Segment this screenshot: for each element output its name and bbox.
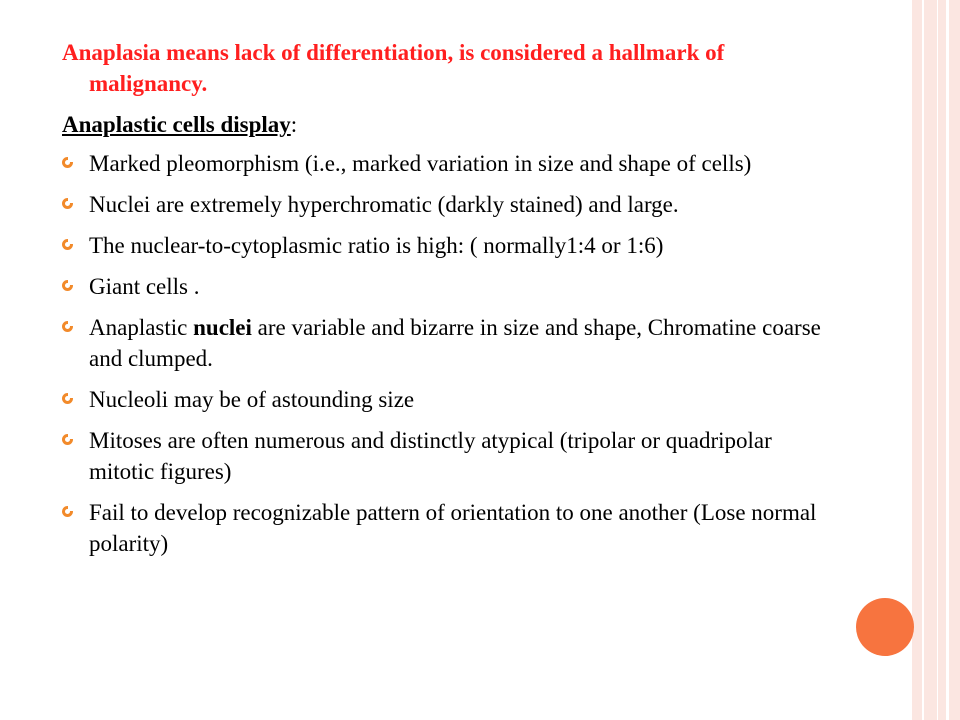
side-panel-stripe (922, 0, 924, 720)
list-item (62, 384, 832, 415)
section-heading-colon: : (290, 112, 298, 137)
list-item (62, 497, 832, 559)
circle-bullet-icon (62, 321, 73, 332)
list-item-text: The nuclear-to-cytoplasmic ratio is high: ( normally1:4 or 1:6) (89, 233, 664, 258)
side-panel-stripe (946, 0, 949, 720)
list-item-bold-term: nuclei (193, 315, 252, 340)
side-panel-stripe (937, 0, 938, 720)
circle-bullet-icon (62, 393, 73, 404)
list-item (62, 271, 832, 302)
slide-content (62, 37, 832, 569)
decorative-side-panel (912, 0, 960, 720)
list-item (62, 425, 832, 487)
list-item (62, 312, 832, 374)
list-item-text: Nucleoli may be of astounding size (89, 387, 415, 412)
decorative-orange-circle (856, 598, 914, 656)
circle-bullet-icon (62, 506, 73, 517)
list-item-text: Giant cells . (89, 274, 200, 299)
list-item (62, 189, 832, 220)
list-item-text: Fail to develop recognizable pattern of orientation to one another (Lose normal polarity) (89, 500, 817, 556)
list-item-text-end: are variable and bizarre in size and shape, Chromatine coarse and clumped. (89, 315, 821, 371)
list-item (62, 148, 832, 179)
feature-list (62, 148, 832, 559)
intro-statement: Anaplasia means lack of differentiation, is considered a hallmark of malignancy. (62, 40, 725, 96)
section-heading-text: Anaplastic cells display (62, 112, 291, 137)
section-heading (62, 109, 832, 140)
circle-bullet-icon (62, 434, 73, 445)
circle-bullet-icon (62, 239, 73, 250)
list-item-text-start: Anaplastic (89, 315, 194, 340)
list-item-text: Mitoses are often numerous and distinctly atypical (tripolar or quadripolar mitotic figures) (89, 428, 772, 484)
list-item (62, 230, 832, 261)
list-item-text: Marked pleomorphism (i.e., marked variation in size and shape of cells) (89, 151, 752, 176)
circle-bullet-icon (62, 198, 73, 209)
circle-bullet-icon (62, 157, 73, 168)
list-item-text: Nuclei are extremely hyperchromatic (darkly stained) and large. (89, 192, 679, 217)
circle-bullet-icon (62, 280, 73, 291)
